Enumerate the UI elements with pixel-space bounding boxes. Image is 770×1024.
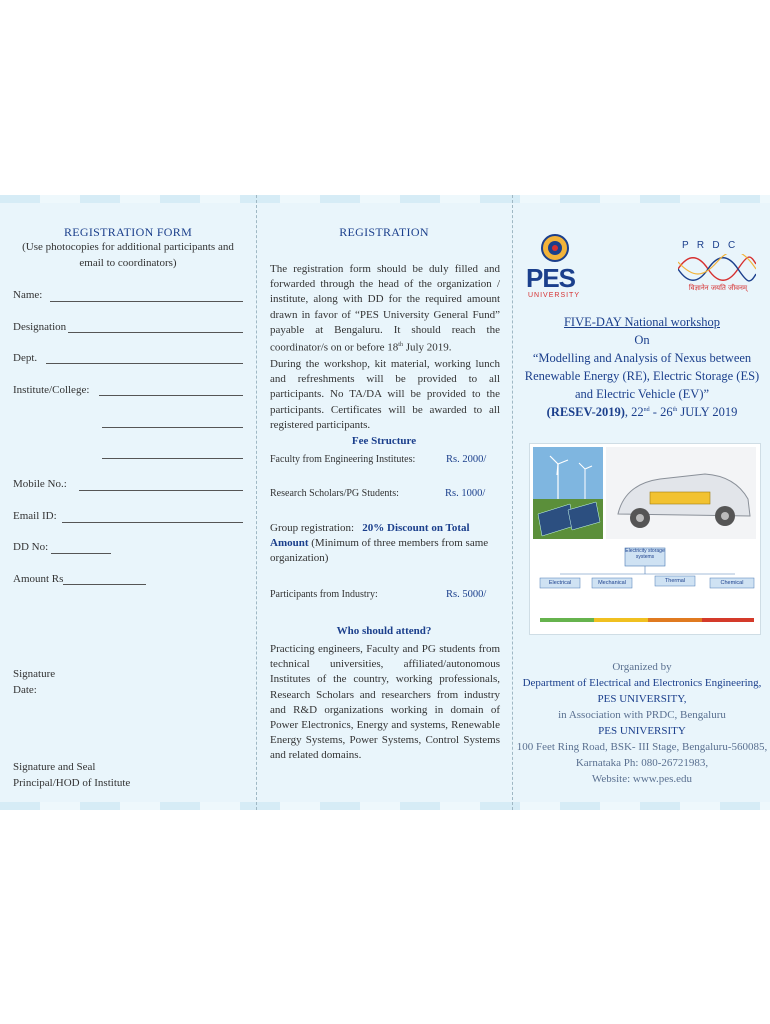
- email-field[interactable]: [62, 522, 243, 523]
- workshop-dates: [518, 405, 766, 420]
- institute-label: Institute/College:: [13, 384, 90, 396]
- topic-line-3: and Electric Vehicle (EV)”: [574, 387, 710, 401]
- group-registration: [270, 521, 500, 567]
- who-title: Who should attend?: [336, 625, 432, 637]
- registration-text-end: July 2019.: [402, 341, 452, 354]
- topic-line-2: Renewable Energy (RE), Electric Storage (ES): [524, 369, 760, 383]
- brochure-sheet: [0, 195, 770, 810]
- mobile-label: Mobile No.:: [13, 478, 67, 490]
- registration-info-panel: [256, 195, 512, 810]
- dept-field[interactable]: [46, 363, 243, 364]
- university-name-2: PES UNIVERSITY: [598, 725, 686, 737]
- registration-title: REGISTRATION: [339, 225, 429, 239]
- amount-field[interactable]: [63, 584, 146, 585]
- date-suffix: th: [398, 342, 403, 349]
- university-name-1: PES UNIVERSITY,: [597, 693, 687, 705]
- form-subtitle-1: (Use photocopies for additional participants and: [22, 241, 234, 253]
- storage-electrical: Electrical: [548, 580, 572, 586]
- signature-label: Signature: [13, 668, 56, 680]
- email-label: Email ID:: [13, 510, 57, 522]
- dates-part-1: , 22: [624, 405, 644, 419]
- mobile-field[interactable]: [79, 490, 243, 491]
- institute-field-3[interactable]: [102, 458, 243, 459]
- dates-sup-2: th: [672, 406, 678, 413]
- registration-form-panel: [0, 195, 256, 810]
- pes-logo: [526, 233, 586, 303]
- workshop-info-panel: [512, 195, 770, 810]
- prdc-logo: [678, 240, 758, 300]
- group-discount: 20% Discount on Total Amount: [270, 522, 470, 550]
- dates-part-3: JULY 2019: [677, 405, 738, 419]
- name-label: Name:: [13, 289, 43, 301]
- designation-label: Designation: [13, 321, 67, 333]
- fee-faculty-value: Rs. 2000/: [446, 454, 487, 465]
- fee-industry-label: Participants from Industry:: [270, 589, 378, 600]
- pes-emblem-icon: [540, 233, 570, 263]
- website-link[interactable]: Website: www.pes.edu: [591, 773, 693, 785]
- seal-label: Signature and Seal: [13, 761, 96, 773]
- pes-logo-text: PES: [526, 263, 576, 293]
- institute-field-2[interactable]: [102, 427, 243, 428]
- fee-faculty-label: Faculty from Engineering Institutes:: [270, 454, 416, 465]
- institute-field-1[interactable]: [99, 395, 243, 396]
- prdc-wave-icon: [678, 254, 756, 284]
- provisions-paragraph: During the workshop, kit material, working lunch and refreshments will be provided to all participants. No TA/DA will be provided to the participants. Certificates will be awarded to all registered participants.: [270, 358, 500, 431]
- dd-field[interactable]: [51, 553, 111, 554]
- registration-paragraph: [270, 262, 500, 356]
- department-name: Department of Electrical and Electronics Engineering,: [522, 677, 762, 689]
- illustration-collage: [529, 443, 761, 635]
- address: 100 Feet Ring Road, BSK- III Stage, Bengaluru-560085,: [516, 741, 768, 753]
- principal-label: Principal/HOD of Institute: [13, 777, 131, 789]
- resev-label: (RESEV-2019): [546, 405, 625, 419]
- fee-scholar-label: Research Scholars/PG Students:: [270, 488, 399, 499]
- amount-label: Amount Rs: [13, 573, 64, 585]
- storage-center-label: Electricity storage systems: [625, 548, 665, 560]
- prdc-letters: P R D C: [682, 240, 736, 251]
- dept-label: Dept.: [13, 352, 38, 364]
- on-label: On: [634, 333, 650, 347]
- topic-line-1: “Modelling and Analysis of Nexus between: [532, 351, 752, 365]
- storage-mechanical: Mechanical: [598, 580, 626, 586]
- prdc-tagline: विज्ञानेन जयति जीवनम्: [688, 284, 748, 292]
- association: in Association with PRDC, Bengaluru: [558, 709, 726, 721]
- designation-field[interactable]: [68, 332, 243, 333]
- dates-part-2: - 26: [649, 405, 673, 419]
- date-label: Date:: [13, 684, 37, 696]
- dd-label: DD No:: [13, 541, 49, 553]
- storage-chemical: Chemical: [720, 580, 744, 586]
- renewable-energy-illustration: [530, 444, 760, 634]
- fee-industry-value: Rs. 5000/: [446, 589, 487, 600]
- state-phone: Karnataka Ph: 080-26721983,: [575, 757, 709, 769]
- group-prefix: Group registration:: [270, 522, 355, 534]
- who-paragraph: Practicing engineers, Faculty and PG students from technical universities, affiliated/autonomous Institutes of the country, working professionals, Research Scholars and researchers from industry and R&D organizations working in domain of Power Electronics, Energy and systems, Renewable Energy Systems, Power Systems, Control Systems and related domains.: [270, 643, 500, 762]
- workshop-title: FIVE-DAY National workshop: [563, 315, 720, 329]
- dates-sup-1: nd: [643, 406, 650, 413]
- registration-text: The registration form should be duly filled and forwarded through the head of the organization / institute, along with DD for the required amount drawn in favor of “PES University General Fund” payable at Bengaluru. It should reach the coordinator/s on or before 18: [270, 263, 500, 354]
- name-field[interactable]: [50, 301, 243, 302]
- group-suffix: (Minimum of three members from same organization): [270, 537, 489, 565]
- form-subtitle-2: email to coordinators): [79, 257, 177, 269]
- form-title: REGISTRATION FORM: [63, 225, 193, 239]
- fee-structure-title: Fee Structure: [351, 435, 417, 447]
- storage-thermal: Thermal: [664, 578, 686, 584]
- organized-by: Organized by: [612, 661, 672, 673]
- fee-scholar-value: Rs. 1000/: [445, 488, 486, 499]
- pes-logo-sub: UNIVERSITY: [528, 292, 581, 299]
